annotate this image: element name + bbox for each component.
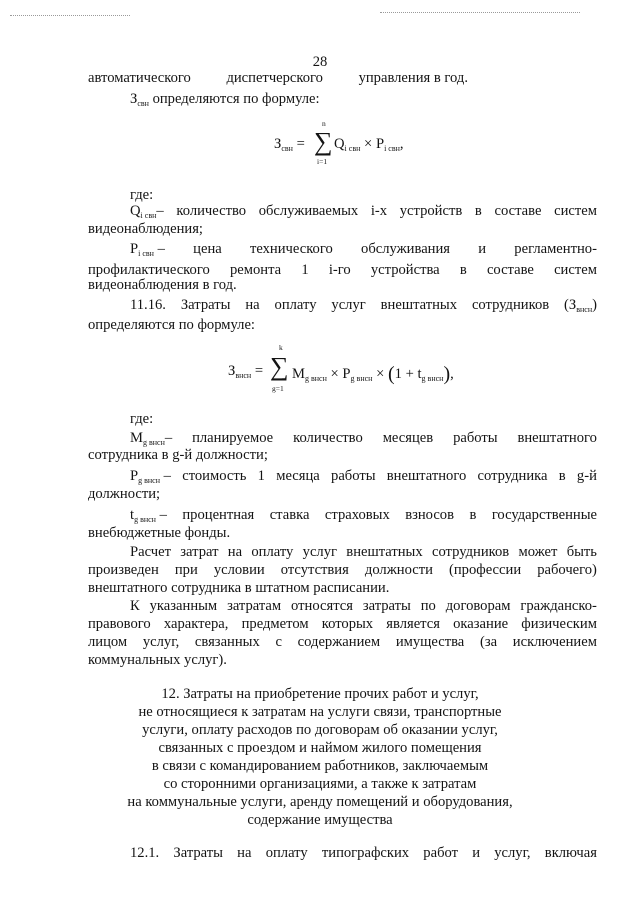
word: регламентно- bbox=[514, 241, 597, 257]
formula-lhs: З bbox=[228, 363, 236, 379]
subscript: g внсн bbox=[304, 374, 327, 383]
text-line bbox=[88, 634, 597, 651]
text-line bbox=[130, 598, 597, 615]
word: правового bbox=[88, 616, 151, 632]
word: услуг, bbox=[494, 845, 531, 861]
word: (профессии bbox=[449, 562, 522, 578]
heading-line: связанных с проездом и наймом жилого помещения bbox=[158, 740, 482, 756]
word: 12.1. bbox=[130, 845, 160, 861]
word: цена bbox=[193, 241, 222, 257]
word: (за bbox=[479, 634, 498, 650]
word: ремонта bbox=[229, 262, 282, 278]
word: сотрудника bbox=[477, 468, 548, 484]
word: типографских bbox=[321, 845, 410, 861]
text-line bbox=[130, 544, 597, 561]
word: i-х bbox=[370, 203, 388, 219]
word: обслуживаемых bbox=[258, 203, 359, 219]
sum-lower-limit: i=1 bbox=[317, 157, 328, 166]
word: месяца bbox=[276, 468, 320, 484]
word: внештатных bbox=[380, 297, 458, 313]
text-line: внештатного сотрудника в штатном расписании. bbox=[88, 580, 390, 596]
word: характера, bbox=[163, 616, 229, 632]
word: на bbox=[245, 297, 260, 313]
text-line: коммунальных услуг). bbox=[88, 652, 227, 668]
text-line: должности; bbox=[88, 486, 161, 502]
word: предметом bbox=[241, 616, 309, 632]
heading-line: на коммунальные услуги, аренду помещений и оборудования, bbox=[127, 794, 513, 810]
word: $t_{g внсн}$ – bbox=[130, 507, 167, 524]
word: затраты bbox=[362, 598, 411, 614]
word: устройства bbox=[370, 262, 440, 278]
word: по bbox=[420, 598, 436, 614]
heading-line: 12. Затраты на приобретение прочих работ и услуг, bbox=[161, 686, 479, 702]
word: содержанием bbox=[297, 634, 381, 650]
word: Расчет bbox=[130, 544, 171, 560]
where-label: где: bbox=[130, 411, 154, 427]
text-line: видеонаблюдения; bbox=[88, 221, 203, 237]
text-line: видеонаблюдения в год. bbox=[88, 277, 237, 293]
formula-m: M bbox=[292, 366, 305, 382]
where-label: где: bbox=[130, 187, 154, 203]
word: оплату bbox=[274, 297, 317, 313]
word: и bbox=[472, 845, 481, 861]
word: связанных bbox=[194, 634, 260, 650]
text-line: сотрудника в g-й должности; bbox=[88, 447, 268, 463]
word: на bbox=[227, 544, 243, 560]
word: 11.16. bbox=[130, 297, 166, 313]
formula-2: $З_{внсн}$ = k ∑ g=1 $M_{g внсн} \times P_{g внсн} \times (1 + t_{g внсн})$, bbox=[228, 343, 454, 393]
scan-artifact-top-2 bbox=[380, 12, 580, 13]
word: относятся bbox=[291, 598, 353, 614]
subscript: g внсн bbox=[350, 374, 373, 383]
word: лицом bbox=[88, 634, 128, 650]
word: месяцев bbox=[382, 430, 434, 446]
word: $(З_{внсн})$ bbox=[564, 297, 597, 314]
text-line bbox=[130, 468, 597, 489]
word: планируемое bbox=[192, 430, 274, 446]
word: в bbox=[469, 507, 477, 523]
word: отсутствия bbox=[280, 562, 349, 578]
word: систем bbox=[554, 203, 597, 219]
word: исключением bbox=[512, 634, 597, 650]
word: при bbox=[174, 562, 198, 578]
word: государственные bbox=[491, 507, 597, 523]
word: Затраты bbox=[180, 297, 231, 313]
word: работ bbox=[423, 845, 458, 861]
word: управления в год. bbox=[358, 70, 468, 86]
word: 1 bbox=[257, 468, 265, 484]
text-line bbox=[88, 616, 597, 633]
text-line bbox=[130, 241, 597, 262]
page-number: 28 bbox=[312, 54, 328, 70]
word: в bbox=[474, 203, 482, 219]
word: Затраты bbox=[173, 845, 223, 861]
word: количество bbox=[176, 203, 247, 219]
word: оказание bbox=[453, 616, 509, 632]
word: $P_{g внсн}$ – bbox=[130, 468, 171, 485]
word: с bbox=[275, 634, 282, 650]
word: составе bbox=[494, 203, 542, 219]
formula-q: Q bbox=[334, 136, 345, 152]
word: должности bbox=[364, 562, 433, 578]
text-line: внебюджетные фонды. bbox=[88, 525, 231, 541]
word: на bbox=[237, 845, 252, 861]
formula-p: P bbox=[342, 366, 351, 382]
times-sign: × bbox=[376, 366, 385, 382]
word: систем bbox=[554, 262, 597, 278]
word: условии bbox=[213, 562, 265, 578]
times-sign: × bbox=[364, 136, 373, 152]
word: составе bbox=[486, 262, 534, 278]
word: является bbox=[386, 616, 440, 632]
word: $M_{g внсн}-$ bbox=[130, 430, 173, 447]
word: работы bbox=[453, 430, 498, 446]
scan-artifact-top bbox=[10, 15, 130, 16]
word: услуг bbox=[331, 297, 366, 313]
word: физическим bbox=[521, 616, 597, 632]
heading-line: содержание имущества bbox=[247, 812, 393, 828]
text-line bbox=[88, 562, 597, 579]
word: оплату bbox=[251, 544, 294, 560]
word: внештатных bbox=[346, 544, 423, 560]
word: работы bbox=[331, 468, 376, 484]
heading-line: не относящиеся к затратам на услуги связи, транспортные bbox=[138, 704, 502, 720]
word: сотрудников bbox=[471, 297, 550, 313]
sum-sign: ∑ bbox=[270, 352, 289, 381]
heading-line: со сторонними организациями, а также к затратам bbox=[163, 776, 477, 792]
word: гражданско- bbox=[520, 598, 597, 614]
word: имущества bbox=[395, 634, 465, 650]
word: автоматического bbox=[88, 70, 191, 86]
formula-tail: , bbox=[399, 136, 404, 152]
word: страховых bbox=[324, 507, 390, 523]
heading-line: в связи с командированием работников, заключаемым bbox=[151, 758, 489, 774]
word: ставка bbox=[269, 507, 310, 523]
word: может bbox=[518, 544, 558, 560]
word: указанным bbox=[149, 598, 218, 614]
section-11-16 bbox=[130, 297, 597, 318]
word: внештатного bbox=[386, 468, 467, 484]
formula-p: P bbox=[375, 136, 385, 152]
word: i-го bbox=[328, 262, 351, 278]
word: технического bbox=[249, 241, 333, 257]
word: произведен bbox=[88, 562, 159, 578]
sum-upper-limit: k bbox=[279, 343, 283, 352]
word: оплату bbox=[265, 845, 308, 861]
word: затратам bbox=[227, 598, 282, 614]
formula-lhs: З bbox=[274, 136, 282, 152]
word: услуг, bbox=[142, 634, 180, 650]
subscript: внсн bbox=[235, 371, 252, 380]
subscript: свн bbox=[137, 99, 149, 108]
word: в bbox=[558, 468, 566, 484]
sum-upper-limit: n bbox=[322, 119, 326, 128]
word: $Q_{i свн}-$ bbox=[130, 203, 164, 220]
subscript: i свн bbox=[384, 144, 400, 153]
word: услуг bbox=[302, 544, 337, 560]
subscript: свн bbox=[281, 144, 293, 153]
heading-line: услуги, оплату расходов по договорам об оказании услуг, bbox=[142, 722, 498, 738]
word: и bbox=[478, 241, 487, 257]
text-line bbox=[88, 70, 468, 87]
word: договорам bbox=[445, 598, 511, 614]
word: 1 bbox=[301, 262, 309, 278]
word: затрат bbox=[180, 544, 219, 560]
subscript: i свн bbox=[344, 144, 361, 153]
word: профилактического bbox=[88, 262, 210, 278]
word: $P_{i свн}$ – bbox=[130, 241, 165, 258]
formula-1: $З_{свн}$ = n ∑ i=1 $Q_{i свн} \times P_{i свн}$, bbox=[274, 119, 404, 166]
word: К bbox=[130, 598, 140, 614]
word: взносов bbox=[405, 507, 454, 523]
word: быть bbox=[566, 544, 597, 560]
word: внештатного bbox=[517, 430, 597, 446]
sum-lower-limit: g=1 bbox=[272, 384, 284, 393]
word: в bbox=[459, 262, 467, 278]
word: сотрудников bbox=[431, 544, 510, 560]
word: количество bbox=[293, 430, 363, 446]
word: стоимость bbox=[182, 468, 247, 484]
section-12-1 bbox=[130, 845, 597, 862]
times-sign: × bbox=[330, 366, 339, 382]
word: устройств bbox=[399, 203, 463, 219]
word: процентная bbox=[182, 507, 255, 523]
word: g-й bbox=[576, 468, 597, 484]
word: которых bbox=[321, 616, 374, 632]
word: включая bbox=[544, 845, 597, 861]
word: рабочего) bbox=[537, 562, 597, 578]
word: обслуживания bbox=[361, 241, 451, 257]
word: диспетчерского bbox=[226, 70, 323, 86]
text-line: $З_{свн}$ определяются по формуле: bbox=[130, 91, 320, 108]
text-line: определяются по формуле: bbox=[88, 317, 255, 333]
subscript: g внсн bbox=[421, 374, 444, 383]
sum-sign: ∑ bbox=[314, 127, 333, 156]
